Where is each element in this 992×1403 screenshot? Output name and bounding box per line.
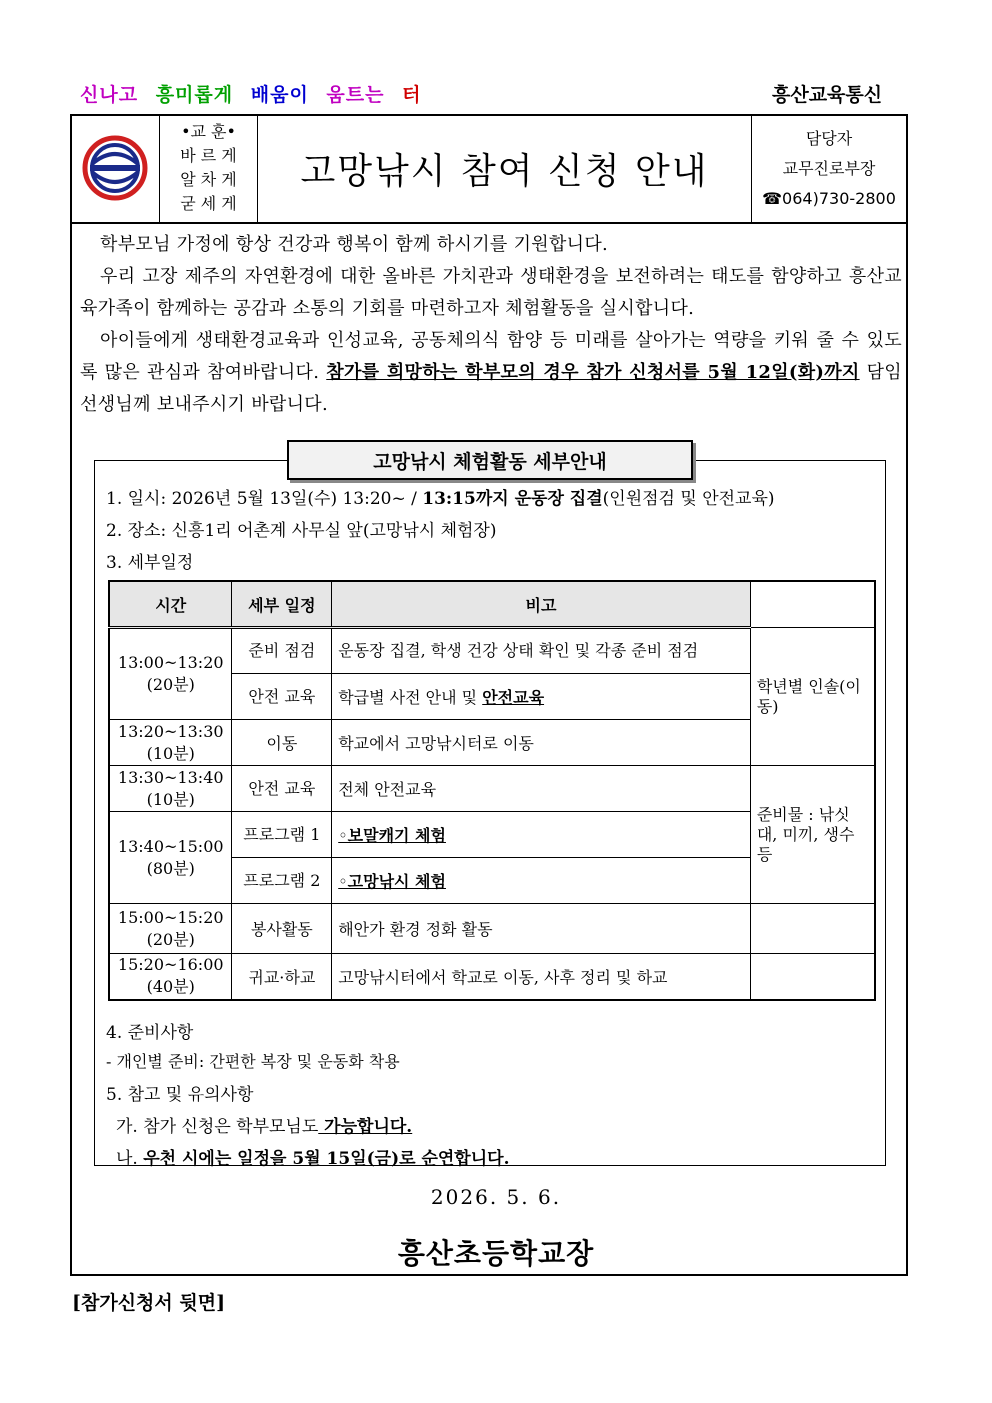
note-emphasis: 가능합니다. [318, 1117, 413, 1137]
slogan-word: 흥미롭게 [155, 84, 234, 106]
schedule-cell: 운동장 집결, 학생 건강 상태 확인 및 각종 준비 점검 [332, 628, 751, 674]
detail-box-title: 고망낚시 체험활동 세부안내 [287, 440, 693, 480]
table-header-row [109, 581, 875, 628]
deadline-notice: 참가를 희망하는 학부모의 경우 참가 신청서를 5월 12일(화)까지 [326, 362, 860, 383]
activity-cell: 준비 점검 [232, 628, 332, 674]
intro-paragraph [80, 325, 902, 421]
schedule-cell: 전체 안전교육 [332, 766, 751, 812]
intro-paragraph: 우리 고장 제주의 자연환경에 대한 올바른 가치관과 생태환경을 보전하려는 태도를 함양하고 흥산교육가족이 함께하는 공감과 소통의 기회를 마련하고자 체험활동을 실시합니다. [80, 266, 902, 319]
item-preparation-heading: 4. 준비사항 [106, 1023, 194, 1043]
activity-cell: 봉사활동 [232, 904, 332, 954]
table-row [109, 766, 875, 812]
contact-info [752, 114, 906, 222]
school-emblem-icon [70, 114, 158, 220]
schedule-cell: 학교에서 고망낚시터로 이동 [332, 720, 751, 766]
time-cell [109, 954, 232, 1000]
time-range: 13:40~15:00 [117, 836, 224, 856]
gather-time: 13:15까지 운동장 집결 [422, 489, 603, 509]
activity-cell: 프로그램 2 [232, 858, 332, 904]
motto-title: •교 훈• [181, 122, 236, 141]
column-header: 시간 [109, 581, 232, 628]
table-row [109, 954, 875, 1000]
issue-date: 2026. 5. 6. [430, 1185, 562, 1209]
principal-signature: 흥산초등학교장 [397, 1237, 595, 1270]
note-cell [750, 954, 875, 1000]
rain-postponement-notice: 우천 시에는 일정을 5월 15일(금)로 순연합니다. [143, 1149, 510, 1169]
schedule-cell: ◦고망낚시 체험 [332, 858, 751, 904]
motto-line: 알 차 게 [180, 170, 237, 189]
time-range: 13:30~13:40 [117, 767, 224, 787]
time-cell [109, 720, 232, 766]
schedule-cell: 고망낚시터에서 학교로 이동, 사후 정리 및 하교 [332, 954, 751, 1000]
duration: (20분) [146, 675, 195, 694]
contact-dept: 교무진로부장 [782, 159, 876, 178]
note-cell: 준비물 : 낚싯대, 미끼, 생수 등 [750, 766, 875, 904]
table-row [109, 628, 875, 674]
back-page-note: [참가신청서 뒷면] [72, 1292, 226, 1314]
schedule-cell [332, 674, 751, 720]
intro-text-segment: 담임선생님께 보내주시기 바랍니다. [80, 362, 902, 415]
time-cell [109, 812, 232, 904]
activity-cell: 귀교·하교 [232, 954, 332, 1000]
intro-paragraph: 학부모님 가정에 항상 건강과 행복이 함께 하시기를 기원합니다. [100, 234, 609, 255]
duration: (20분) [146, 929, 195, 949]
school-logo [70, 114, 160, 222]
motto-line: 굳 세 게 [180, 194, 237, 213]
item-notes-heading: 5. 참고 및 유의사항 [106, 1085, 254, 1105]
item-text: (인원점검 및 안전교육) [602, 489, 775, 509]
duration: (10분) [146, 743, 195, 763]
note-text: 나. [116, 1149, 144, 1169]
schedule-table [108, 580, 876, 1001]
duration: (40분) [146, 977, 195, 997]
note-text: 가. 참가 신청은 학부모님도 [116, 1117, 319, 1137]
document-title: 고망낚시 참여 신청 안내 [258, 114, 752, 222]
activity-cell: 프로그램 1 [232, 812, 332, 858]
item-place: 2. 장소: 신흥1리 어촌계 사무실 앞(고망낚시 체험장) [106, 521, 497, 541]
time-range: 15:20~16:00 [117, 955, 224, 975]
note-cell: 학년별 인솔(이동) [750, 628, 875, 766]
safety-education-emphasis: 안전교육 [482, 688, 545, 707]
item-date [106, 484, 775, 509]
school-motto [160, 114, 258, 222]
slogan-word: 움트는 [326, 84, 385, 106]
contact-role: 담당자 [805, 129, 853, 148]
item-schedule-heading: 3. 세부일정 [106, 553, 194, 573]
activity-cell: 안전 교육 [232, 766, 332, 812]
time-range: 13:00~13:20 [117, 653, 224, 672]
intro-text-segment: 아이들에게 생태환경교육과 인성교육, 공동체의식 함양 등 미래를 살아가는 역량을 키워 줄 수 있도록 많은 관심과 참여바랍니다. [80, 330, 902, 383]
slogan-word: 터 [402, 84, 422, 106]
schedule-text: 학급별 사전 안내 및 [338, 688, 483, 707]
table-row [109, 904, 875, 954]
header [70, 114, 908, 224]
activity-cell: 이동 [232, 720, 332, 766]
newsletter-name: 흥산교육통신 [772, 84, 883, 106]
duration: (10분) [146, 789, 195, 809]
schedule-cell: 해안가 환경 정화 활동 [332, 904, 751, 954]
time-cell [109, 628, 232, 720]
activity-cell: 안전 교육 [232, 674, 332, 720]
note-item-b [116, 1144, 510, 1169]
intro-text [80, 229, 902, 421]
time-range: 15:00~15:20 [117, 907, 224, 927]
duration: (80분) [146, 858, 195, 878]
slogan-word: 신나고 [80, 84, 139, 106]
note-cell [750, 904, 875, 954]
contact-phone: ☎064)730-2800 [762, 189, 896, 208]
column-header: 비고 [332, 581, 751, 628]
time-range: 13:20~13:30 [117, 721, 224, 741]
motto-line: 바 르 게 [180, 146, 237, 165]
schedule-cell: ◦보말캐기 체험 [332, 812, 751, 858]
column-header: 세부 일정 [232, 581, 332, 628]
item-preparation-detail: - 개인별 준비: 간편한 복장 및 운동화 착용 [106, 1052, 400, 1071]
time-cell [109, 766, 232, 812]
note-item-a [116, 1112, 412, 1137]
time-cell [109, 904, 232, 954]
slogan [80, 80, 431, 107]
item-text: 1. 일시: 2026년 5월 13일(수) 13:20~ / [106, 489, 423, 509]
slogan-word: 배움이 [250, 84, 309, 106]
